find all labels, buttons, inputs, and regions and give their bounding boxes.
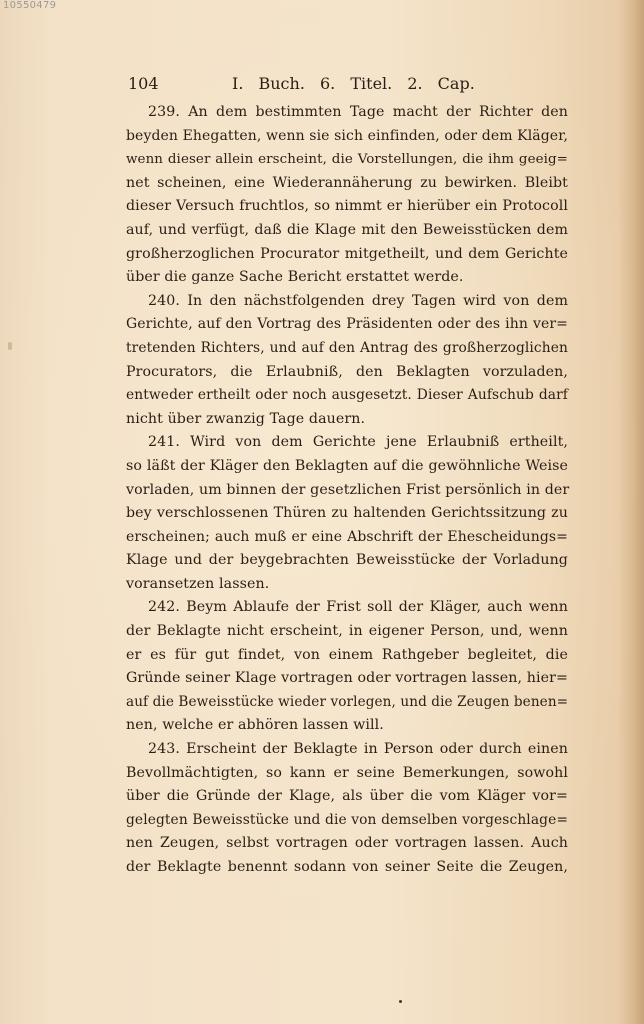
text-line: vorladen, um binnen der gesetzlichen Frist persönlich in der: [126, 481, 570, 498]
text-line: net scheinen, eine Wiederannäherung zu bewirken. Bleibt: [126, 174, 568, 191]
catalog-stamp: 10550479: [3, 0, 57, 11]
text-line: Bevollmächtigten, so kann er seine Bemerkungen, sowohl: [126, 764, 568, 781]
text-line: 242. Beym Ablaufe der Frist soll der Kläger, auch wenn: [148, 599, 568, 616]
text-line: beyden Ehegatten, wenn sie sich einfinden, oder dem Kläger,: [126, 127, 568, 144]
text-line: so läßt der Kläger den Beklagten auf die gewöhnliche Weise: [126, 457, 568, 474]
text-line: entweder ertheilt oder noch ausgesetzt. Dieser Aufschub darf: [126, 387, 568, 404]
text-line: nen Zeugen, selbst vortragen oder vortragen lassen. Auch: [126, 835, 568, 852]
text-line: er es für gut findet, von einem Rathgeber begleitet, die: [126, 646, 568, 663]
text-line: über die ganze Sache Bericht erstattet werde.: [126, 269, 464, 286]
text-line: 243. Erscheint der Beklagte in Person oder durch einen: [148, 741, 568, 758]
text-line: dieser Versuch fruchtlos, so nimmt er hierüber ein Protocoll: [126, 198, 568, 215]
text-line: auf, und verfügt, daß die Klage mit den Beweisstücken dem: [126, 221, 568, 238]
text-line: Klage und der beygebrachten Beweisstücke der Vorladung: [126, 552, 568, 569]
text-line: großherzoglichen Procurator mitgetheilt, und dem Gerichte: [126, 245, 568, 262]
text-line: Gerichte, auf den Vortrag des Präsidenten oder des ihn ver=: [126, 316, 568, 333]
running-title: I. Buch. 6. Titel. 2. Cap.: [232, 74, 475, 93]
text-line: nicht über zwanzig Tage dauern.: [126, 410, 366, 427]
body-text: [126, 101, 568, 880]
text-line: erscheinen; auch muß er eine Abschrift der Ehescheidungs=: [126, 528, 568, 545]
paper-stain: [8, 342, 12, 350]
text-line: Procurators, die Erlaubniß, den Beklagten vorzuladen,: [126, 363, 568, 380]
text-line: gelegten Beweisstücke und die von demselben vorgeschlage=: [126, 811, 568, 828]
page-number: 104: [128, 74, 159, 93]
text-line: auf die Beweisstücke wieder vorlegen, und die Zeugen benen=: [126, 693, 569, 710]
printer-mark: [399, 1000, 402, 1003]
text-line: wenn dieser allein erscheint, die Vorstellungen, die ihm geeig=: [126, 152, 568, 168]
text-line: der Beklagte benennt sodann von seiner Seite die Zeugen,: [126, 859, 568, 875]
running-header: [128, 74, 574, 94]
text-line: 241. Wird von dem Gerichte jene Erlaubniß ertheilt,: [148, 434, 568, 451]
text-line: 239. An dem bestimmten Tage macht der Richter den: [148, 104, 568, 120]
text-line: Gründe seiner Klage vortragen oder vortragen lassen, hier=: [126, 670, 568, 687]
text-line: über die Gründe der Klage, als über die vom Kläger vor=: [126, 788, 568, 805]
text-line: nen, welche er abhören lassen will.: [126, 717, 384, 734]
text-line: bey verschlossenen Thüren zu haltenden Gerichtssitzung zu: [126, 505, 568, 522]
text-line: tretenden Richters, und auf den Antrag des großherzoglichen: [126, 339, 568, 356]
text-line: 240. In den nächstfolgenden drey Tagen wird von dem: [148, 292, 568, 309]
text-line: der Beklagte nicht erscheint, in eigener Person, und, wenn: [126, 623, 568, 640]
text-line: voransetzen lassen.: [126, 575, 270, 592]
page-edge-shadow: [618, 0, 644, 1024]
